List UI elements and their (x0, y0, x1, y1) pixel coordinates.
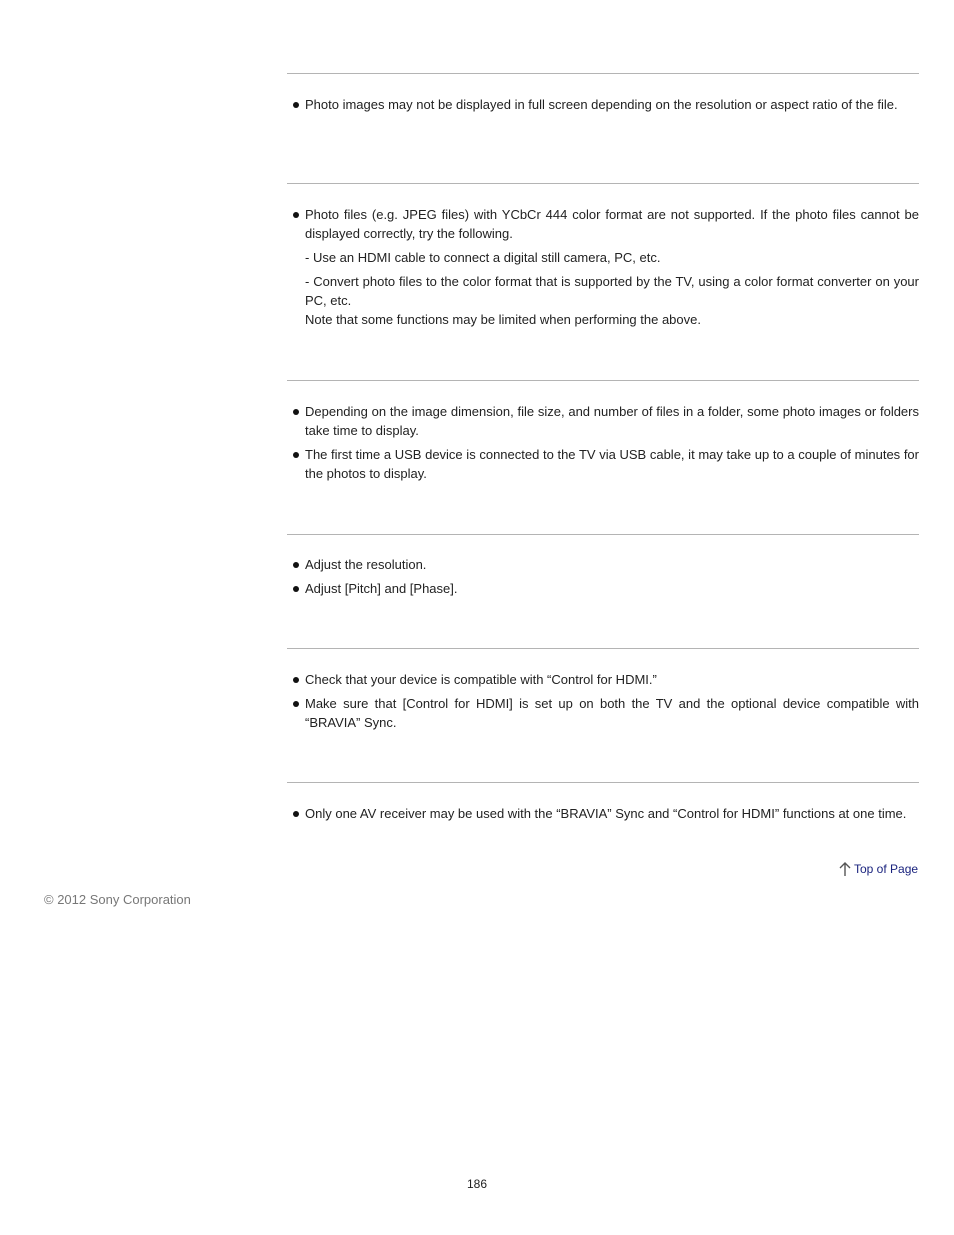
bullet-text: Depending on the image dimension, file size, and number of files in a folder, some photo images or folders take time to display. (305, 404, 919, 438)
note-text: Note that some functions may be limited when performing the above. (305, 312, 701, 327)
bullet-icon (293, 102, 299, 108)
bullet-icon (293, 452, 299, 458)
section-divider (287, 73, 919, 74)
bullet-item (287, 402, 919, 440)
bullet-icon (293, 586, 299, 592)
bullet-text: The first time a USB device is connected to the TV via USB cable, it may take up to a couple of minutes for the photos to display. (305, 447, 919, 481)
bullet-item (287, 445, 919, 483)
bullet-icon (293, 701, 299, 707)
arrow-up-icon (838, 861, 852, 877)
bullet-icon (293, 677, 299, 683)
top-of-page-label: Top of Page (854, 862, 919, 876)
bullet-item (287, 555, 919, 574)
top-of-page-link[interactable] (838, 860, 918, 878)
bullet-item (287, 670, 919, 689)
section-divider (287, 534, 919, 535)
bullet-icon (293, 409, 299, 415)
bullet-text: Only one AV receiver may be used with the “BRAVIA” Sync and “Control for HDMI” functions at one time. (305, 806, 907, 821)
sub-item: - Convert photo files to the color format that is supported by the TV, using a color format converter on your PC, etc. (305, 274, 919, 308)
bullet-item (287, 579, 919, 598)
section-divider (287, 380, 919, 381)
bullet-icon (293, 811, 299, 817)
copyright: © 2012 Sony Corporation (44, 892, 191, 907)
page-number: 186 (466, 1177, 488, 1191)
bullet-icon (293, 212, 299, 218)
bullet-item (287, 804, 919, 823)
sub-item: - Use an HDMI cable to connect a digital still camera, PC, etc. (305, 250, 661, 265)
bullet-text: Make sure that [Control for HDMI] is set up on both the TV and the optional device compatible with “BRAVIA” Sync. (305, 696, 919, 730)
bullet-item (287, 694, 919, 732)
bullet-item (287, 205, 919, 329)
bullet-text: Check that your device is compatible with “Control for HDMI.” (305, 672, 657, 687)
bullet-text: Adjust [Pitch] and [Phase]. (305, 581, 458, 596)
bullet-icon (293, 562, 299, 568)
section-divider (287, 782, 919, 783)
bullet-text: Adjust the resolution. (305, 557, 427, 572)
bullet-text: Photo images may not be displayed in full screen depending on the resolution or aspect ratio of the file. (305, 97, 898, 112)
bullet-text: Photo files (e.g. JPEG files) with YCbCr 444 color format are not supported. If the photo files cannot be displayed correctly, try the following. (305, 207, 919, 241)
section-divider (287, 648, 919, 649)
section-divider (287, 183, 919, 184)
bullet-item (287, 95, 919, 114)
